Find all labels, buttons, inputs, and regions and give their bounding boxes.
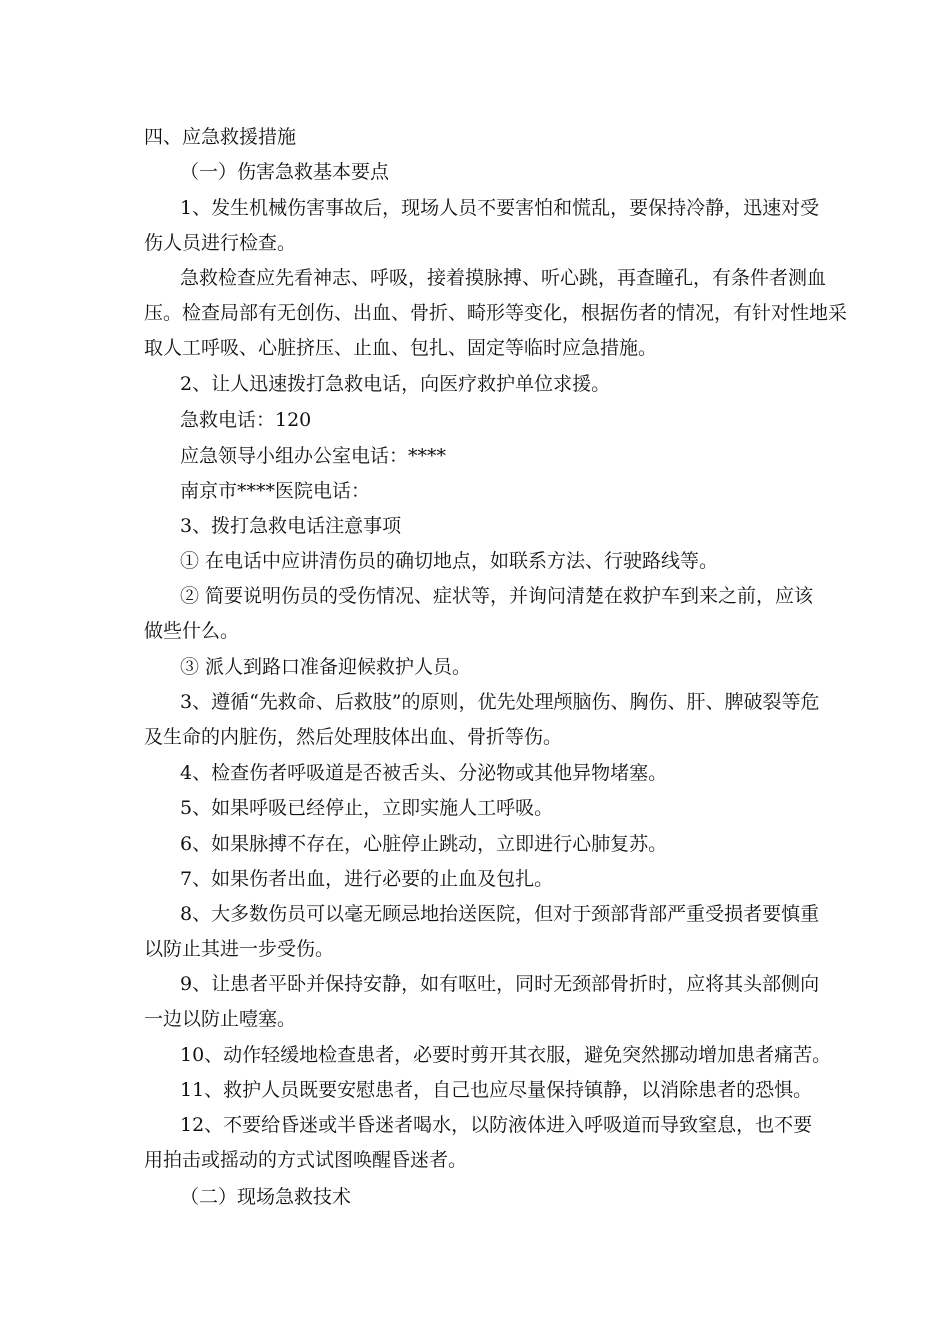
section-title: 四、应急救援措施 <box>144 126 297 148</box>
paragraph-line: 伤人员进行检查。 <box>144 232 297 254</box>
subsection-title: （一）伤害急救基本要点 <box>180 161 390 183</box>
paragraph-line: 3、拨打急救电话注意事项 <box>180 515 402 537</box>
paragraph-line: 1、发生机械伤害事故后，现场人员不要害怕和慌乱，要保持冷静，迅速对受 <box>180 197 820 219</box>
paragraph-line: 5、如果呼吸已经停止，立即实施人工呼吸。 <box>180 797 554 819</box>
paragraph-line: 12、不要给昏迷或半昏迷者喝水，以防液体进入呼吸道而导致窒息，也不要 <box>180 1114 813 1136</box>
paragraph-line: 10、动作轻缓地检查患者，必要时剪开其衣服，避免突然挪动增加患者痛苦。 <box>180 1044 832 1066</box>
paragraph-line: ③ 派人到路口准备迎候救护人员。 <box>180 656 472 678</box>
paragraph-line: 6、如果脉搏不存在，心脏停止跳动，立即进行心肺复苏。 <box>180 833 668 855</box>
paragraph-line: ② 简要说明伤员的受伤情况、症状等，并询问清楚在救护车到来之前，应该 <box>180 585 814 607</box>
paragraph-line: 7、如果伤者出血，进行必要的止血及包扎。 <box>180 868 554 890</box>
paragraph-line: 用拍击或摇动的方式试图唤醒昏迷者。 <box>144 1149 468 1171</box>
phone-line: 南京市****医院电话： <box>180 480 371 502</box>
paragraph-line: 2、让人迅速拨打急救电话，向医疗救护单位求援。 <box>180 373 611 395</box>
paragraph-line: 一边以防止噎塞。 <box>144 1008 297 1030</box>
paragraph-line: 急救检查应先看神志、呼吸，接着摸脉搏、听心跳，再查瞳孔，有条件者测血 <box>180 267 827 289</box>
paragraph-line: 压。检查局部有无创伤、出血、骨折、畸形等变化，根据伤者的情况，有针对性地采 <box>144 302 848 324</box>
paragraph-line: 3、遵循“先救命、后救肢”的原则，优先处理颅脑伤、胸伤、肝、脾破裂等危 <box>180 691 820 713</box>
paragraph-line: 4、检查伤者呼吸道是否被舌头、分泌物或其他异物堵塞。 <box>180 762 668 784</box>
phone-line: 急救电话：120 <box>180 409 312 431</box>
paragraph-line: 做些什么。 <box>144 620 240 642</box>
paragraph-line: 11、救护人员既要安慰患者，自己也应尽量保持镇静，以消除患者的恐惧。 <box>180 1079 813 1101</box>
paragraph-line: 及生命的内脏伤，然后处理肢体出血、骨折等伤。 <box>144 726 563 748</box>
paragraph-line: 取人工呼吸、心脏挤压、止血、包扎、固定等临时应急措施。 <box>144 337 658 359</box>
paragraph-line: 8、大多数伤员可以毫无顾忌地抬送医院，但对于颈部背部严重受损者要慎重 <box>180 903 820 925</box>
subsection-title: （二）现场急救技术 <box>180 1186 352 1208</box>
paragraph-line: 以防止其进一步受伤。 <box>144 938 335 960</box>
paragraph-line: 9、让患者平卧并保持安静，如有呕吐，同时无颈部骨折时，应将其头部侧向 <box>180 973 820 995</box>
paragraph-line: ① 在电话中应讲清伤员的确切地点，如联系方法、行驶路线等。 <box>180 550 719 572</box>
phone-line: 应急领导小组办公室电话：**** <box>180 445 447 467</box>
